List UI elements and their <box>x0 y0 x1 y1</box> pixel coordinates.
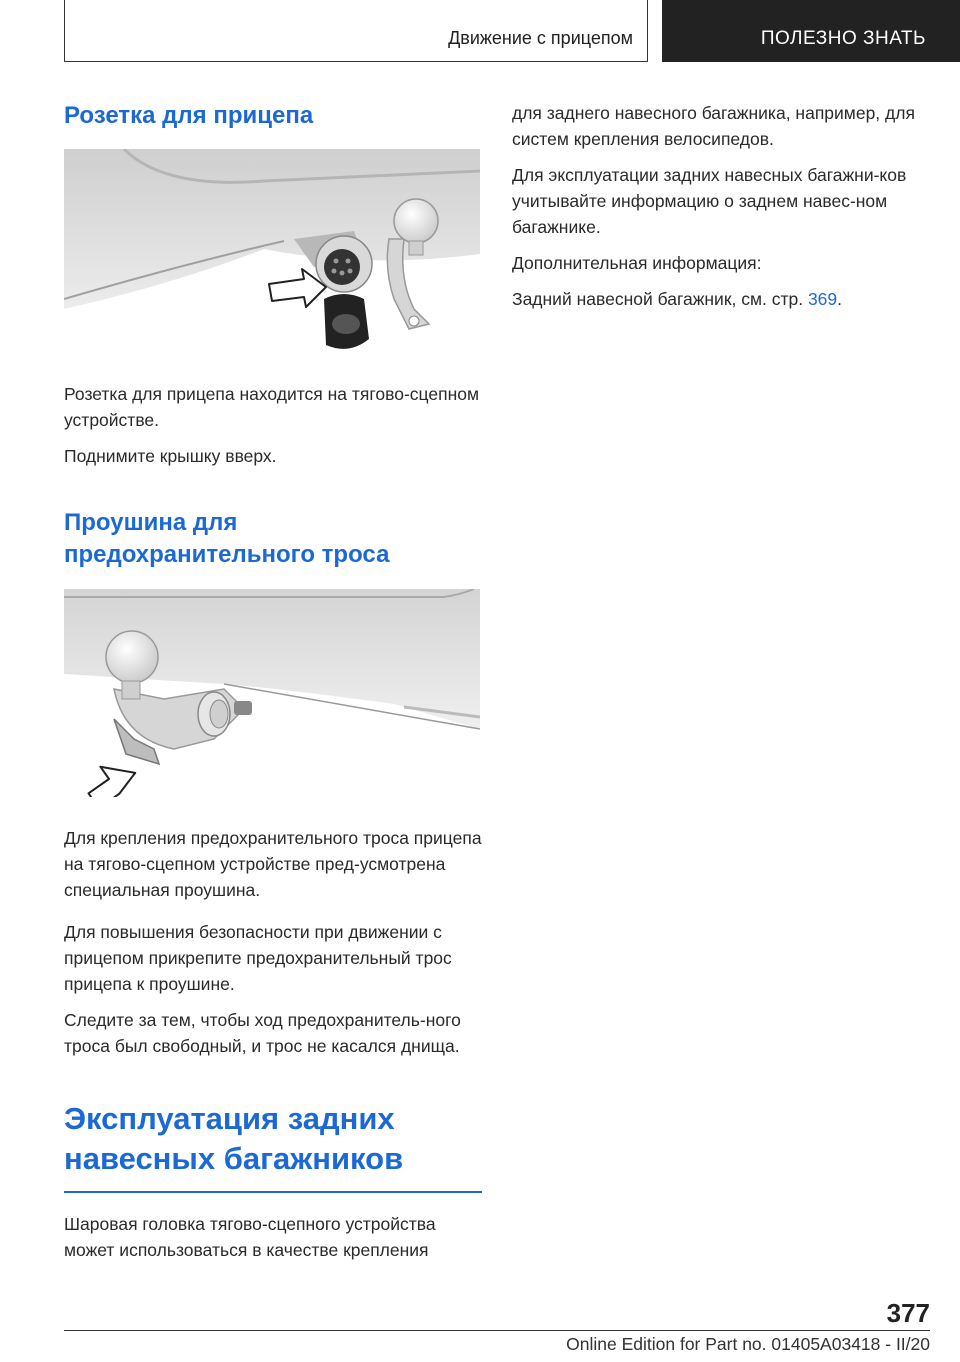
eyelet-paragraph-1: Для крепления предохранительного троса прицепа на тягово-сцепном устройстве пред-усмотрена специальная проушина. <box>64 828 482 900</box>
heading-safety-cable-eyelet <box>64 507 482 571</box>
socket-paragraph-2: Поднимите крышку вверх. <box>64 446 277 466</box>
footer-divider <box>64 1330 930 1331</box>
running-header-section <box>64 0 648 62</box>
heading-trailer-socket: Розетка для прицепа <box>64 102 314 129</box>
running-header-chapter <box>662 0 960 62</box>
carriers-paragraph-1: Шаровая головка тягово-сцепного устройства может использоваться в качестве крепления <box>64 1214 436 1260</box>
heading-carriers-line1: Эксплуатация задних <box>64 1101 395 1136</box>
page-number: 377 <box>886 1298 930 1328</box>
carriers-paragraph-3: Для эксплуатации задних навесных багажни-ков учитывайте информацию о заднем навес-ном багажнике. <box>512 165 907 237</box>
left-column <box>64 100 482 1263</box>
cross-reference-page-link[interactable]: 369 <box>807 289 838 309</box>
header-chapter-title: ПОЛЕЗНО ЗНАТЬ <box>760 28 926 49</box>
eyelet-paragraph-2: Для повышения безопасности при движении с прицепом прикрепите предохранительный трос прицепа к проушине. <box>64 922 452 994</box>
heading-eyelet-line2: предохранительного троса <box>64 541 390 568</box>
cross-reference-text: Задний навесной багажник, см. стр. <box>512 289 808 309</box>
socket-paragraph-1: Розетка для прицепа находится на тягово-сцепном устройстве. <box>64 384 479 430</box>
heading-eyelet-line1: Проушина для <box>64 509 238 536</box>
heading-carriers-line2: навесных багажников <box>64 1141 404 1176</box>
carriers-paragraph-4: Дополнительная информация: <box>512 253 762 273</box>
right-column <box>512 100 922 312</box>
heading-underline <box>64 1191 482 1193</box>
header-section-title: Движение с прицепом <box>448 28 633 48</box>
cross-reference <box>512 286 922 312</box>
figure-safety-cable-eyelet <box>64 589 480 797</box>
figure-trailer-socket <box>64 149 480 357</box>
carriers-paragraph-2: для заднего навесного багажника, например, для систем крепления велосипедов. <box>512 103 915 149</box>
cross-reference-end: . <box>837 289 843 309</box>
footer-edition: Online Edition for Part no. 01405A03418 - II/20 <box>566 1334 930 1354</box>
heading-rear-carriers <box>64 1099 482 1179</box>
eyelet-paragraph-3: Следите за тем, чтобы ход предохранитель-ного троса был свободный, и трос не касался днища. <box>64 1010 461 1056</box>
